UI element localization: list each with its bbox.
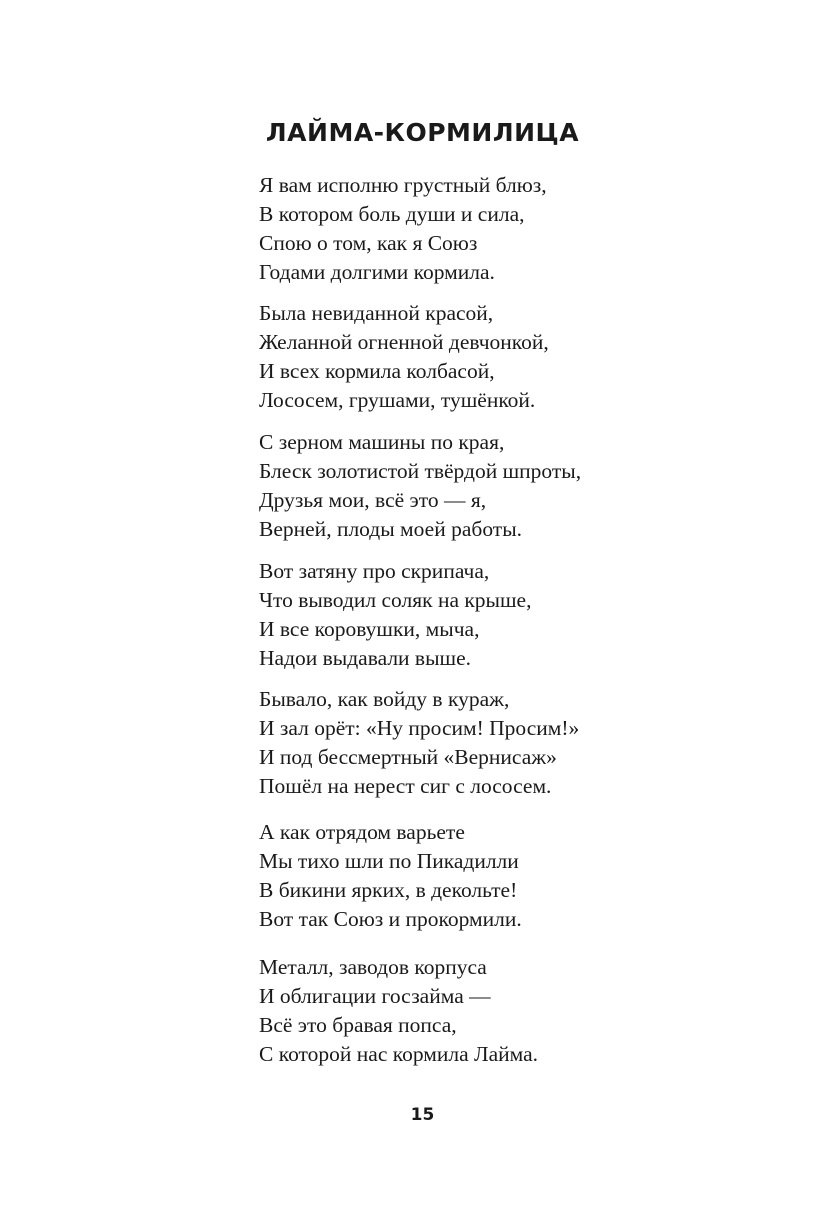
poem-line: С которой нас кормила Лайма.	[259, 1042, 539, 1066]
poem-line: В котором боль души и сила,	[259, 202, 525, 226]
poem-line: И всех кормила колбасой,	[259, 359, 495, 383]
poem-line: И зал орёт: «Ну просим! Просим!»	[259, 716, 580, 740]
poem-line: Пошёл на нерест сиг с лососем.	[259, 774, 552, 798]
poem-line: Мы тихо шли по Пикадилли	[259, 849, 519, 873]
poem-line: И все коровушки, мыча,	[259, 617, 480, 641]
poem-line: С зерном машины по края,	[259, 430, 505, 454]
poem-line: Лососем, грушами, тушёнкой.	[259, 388, 536, 412]
poem-line: Металл, заводов корпуса	[259, 955, 487, 979]
poem-title: ЛАЙМА-КОРМИЛИЦА	[265, 118, 580, 147]
poem-line: И облигации госзайма —	[259, 984, 491, 1008]
stanza-4	[259, 557, 531, 673]
poem-line: Надои выдавали выше.	[259, 646, 471, 670]
poem-line: Вот затяну про скрипача,	[259, 559, 490, 583]
stanza-3	[259, 428, 581, 544]
poem-line: Верней, плоды моей работы.	[259, 517, 523, 541]
poem-line: Всё это бравая попса,	[259, 1013, 457, 1037]
poem-line: Что выводил соляк на крыше,	[259, 588, 532, 612]
poem-line: Блеск золотистой твёрдой шпроты,	[259, 459, 582, 483]
stanza-6	[259, 818, 522, 934]
poem-line: Годами долгими кормила.	[259, 260, 495, 284]
poem-line: Спою о том, как я Союз	[259, 231, 478, 255]
stanza-2	[259, 299, 549, 415]
page-number: 15	[410, 1105, 435, 1125]
poem-line: Друзья мои, всё это — я,	[259, 488, 487, 512]
poem-line: Бывало, как войду в кураж,	[259, 687, 510, 711]
poem-line: В бикини ярких, в декольте!	[259, 878, 518, 902]
poem-line: Вот так Союз и прокормили.	[259, 907, 522, 931]
stanza-1	[259, 171, 547, 287]
poem-line: А как отрядом варьете	[259, 820, 465, 844]
poem-line: Желанной огненной девчонкой,	[259, 330, 549, 354]
poem-line: И под бессмертный «Вернисаж»	[259, 745, 557, 769]
poem-line: Я вам исполню грустный блюз,	[259, 173, 547, 197]
stanza-7	[259, 953, 538, 1069]
stanza-5	[259, 685, 579, 801]
poem-line: Была невиданной красой,	[259, 301, 494, 325]
